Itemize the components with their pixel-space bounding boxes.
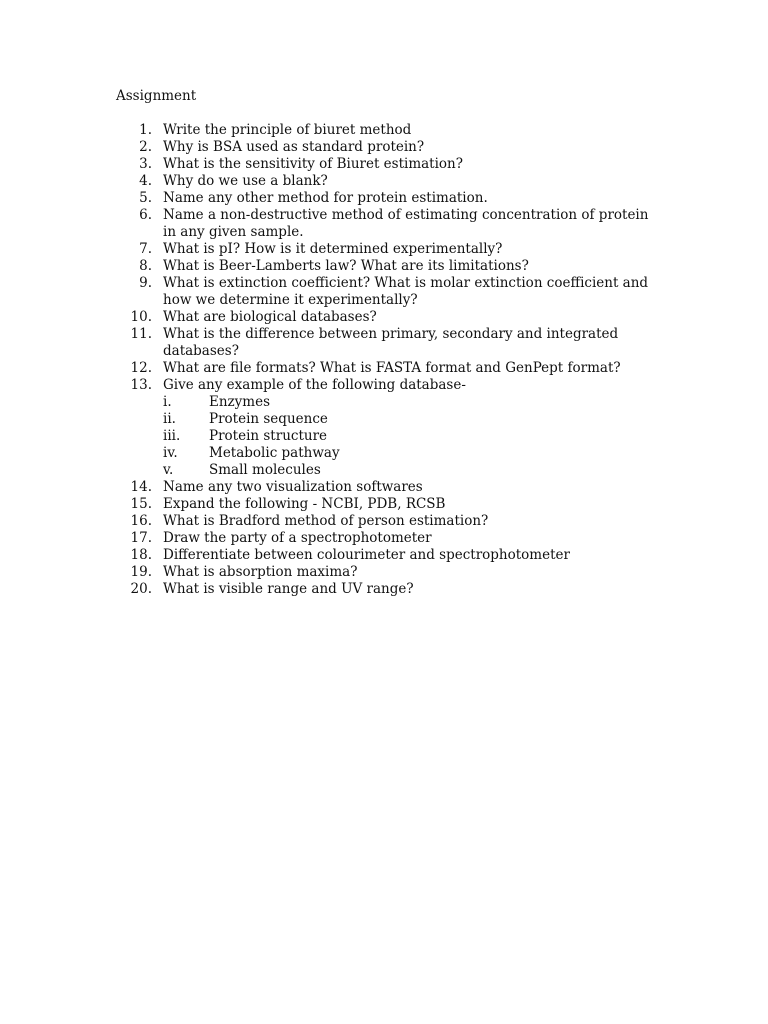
item-text: Differentiate between colourimeter and spectrophotometer <box>163 547 570 563</box>
list-item <box>116 190 653 207</box>
sub-item-number: iii. <box>163 428 181 444</box>
list-item <box>116 309 653 326</box>
item-text: Name a non-destructive method of estimating concentration of protein in any given sample. <box>163 207 649 240</box>
sub-list-item <box>116 462 676 479</box>
list-item <box>116 479 653 496</box>
item-number: 14. <box>130 479 152 495</box>
item-number: 12. <box>130 360 152 376</box>
item-number: 9. <box>139 275 152 291</box>
sub-item-text: Enzymes <box>209 394 271 410</box>
item-number: 2. <box>139 139 152 155</box>
item-number: 17. <box>130 530 152 546</box>
item-text: Expand the following - NCBI, PDB, RCSB <box>163 496 446 512</box>
item-text: What is Bradford method of person estimation? <box>163 513 489 529</box>
item-text: What is Beer-Lamberts law? What are its limitations? <box>163 258 529 274</box>
sub-list-item <box>116 411 676 428</box>
sub-item-text: Protein structure <box>209 428 328 444</box>
item-text: What is absorption maxima? <box>163 564 358 580</box>
item-text: What is pI? How is it determined experimentally? <box>163 241 503 257</box>
sub-item-text: Small molecules <box>209 462 321 478</box>
item-text: What is visible range and UV range? <box>163 581 414 597</box>
list-item <box>116 530 653 547</box>
item-number: 7. <box>139 241 152 257</box>
list-item <box>116 547 653 564</box>
list-item <box>116 139 653 156</box>
list-item <box>116 360 653 377</box>
list-item <box>116 156 653 173</box>
list-item <box>116 122 653 139</box>
item-number: 18. <box>130 547 152 563</box>
list-item <box>116 581 653 598</box>
list-item <box>116 207 653 241</box>
item-number: 13. <box>130 377 152 393</box>
item-text: What is extinction coefficient? What is molar extinction coefficient and how we determine it experimentally? <box>163 275 649 308</box>
item-text: Name any other method for protein estimation. <box>163 190 488 206</box>
sub-item-text: Protein sequence <box>209 411 328 427</box>
item-text: What are file formats? What is FASTA format and GenPept format? <box>163 360 621 376</box>
sub-list-item <box>116 445 676 462</box>
list-item <box>116 496 653 513</box>
sub-list-item <box>116 394 676 411</box>
list-item <box>116 326 653 360</box>
list-item <box>116 377 653 394</box>
sub-item-number: i. <box>163 394 172 410</box>
item-text: Name any two visualization softwares <box>163 479 423 495</box>
sub-item-number: ii. <box>163 411 176 427</box>
item-number: 20. <box>130 581 152 597</box>
list-item <box>116 173 653 190</box>
document-title: Assignment <box>116 88 197 104</box>
item-text: Why do we use a blank? <box>163 173 328 189</box>
item-text: What are biological databases? <box>163 309 377 325</box>
question-list <box>116 122 676 598</box>
item-text: Write the principle of biuret method <box>163 122 412 138</box>
item-number: 16. <box>130 513 152 529</box>
item-number: 3. <box>139 156 152 172</box>
item-number: 1. <box>139 122 152 138</box>
item-number: 4. <box>139 173 152 189</box>
list-item <box>116 241 653 258</box>
list-item <box>116 275 653 309</box>
item-text: What is the difference between primary, secondary and integrated databases? <box>163 326 619 359</box>
item-number: 5. <box>139 190 152 206</box>
item-number: 15. <box>130 496 152 512</box>
sub-list-item <box>116 428 676 445</box>
item-text: Give any example of the following database- <box>163 377 466 393</box>
sub-item-number: iv. <box>163 445 178 461</box>
item-number: 6. <box>139 207 152 223</box>
item-text: Draw the party of a spectrophotometer <box>163 530 432 546</box>
item-number: 10. <box>130 309 152 325</box>
list-item <box>116 258 653 275</box>
list-item <box>116 564 653 581</box>
list-item <box>116 513 653 530</box>
item-text: What is the sensitivity of Biuret estimation? <box>163 156 463 172</box>
sub-item-number: v. <box>163 462 174 478</box>
item-text: Why is BSA used as standard protein? <box>163 139 425 155</box>
item-number: 19. <box>130 564 152 580</box>
item-number: 11. <box>130 326 152 342</box>
item-number: 8. <box>139 258 152 274</box>
sub-item-text: Metabolic pathway <box>209 445 340 461</box>
